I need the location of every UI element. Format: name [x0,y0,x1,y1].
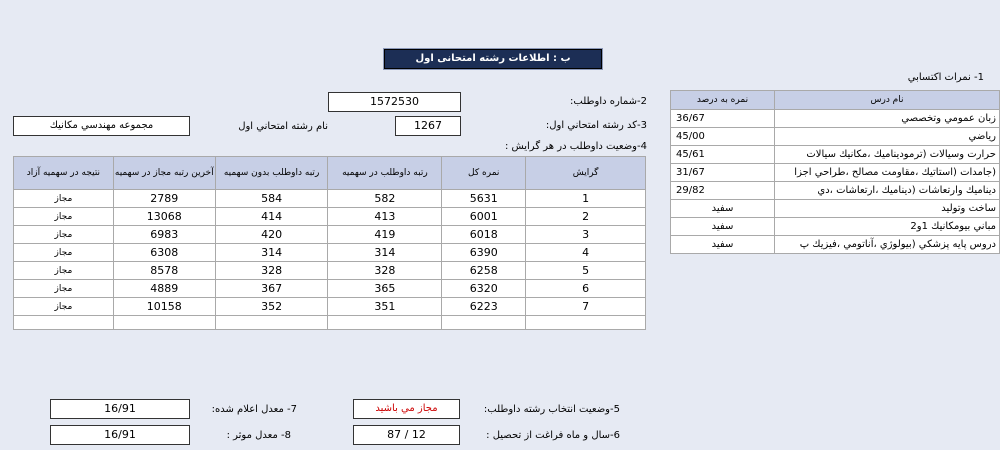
candidate-number-value: 1572530 [328,92,461,112]
grade-score: 36/67 [671,110,775,128]
grade-score: 45/61 [671,146,775,164]
branch-cell: 3 [526,226,646,244]
rank-no-quota-header: رتبه داوطلب بدون سهميه [215,157,328,190]
rank-quota-cell: 413 [328,208,442,226]
rank-no-quota-cell: 414 [215,208,328,226]
course-name-header: نام درس [775,91,1000,110]
rank-quota-cell: 419 [328,226,442,244]
empty-row [14,316,646,330]
exam-code-value: 1267 [395,116,461,136]
rank-result-cell: مجاز [14,208,114,226]
effective-gpa-label: 8- معدل موثر : [226,430,291,441]
total-score-cell: 6001 [442,208,526,226]
grade-row [671,110,1000,128]
last-rank-cell: 2789 [113,190,215,208]
grade-row [671,128,1000,146]
selection-status-label: 5-وضعيت انتخاب رشته داوطلب: [483,404,620,415]
grade-course-name: ديناميك وارتعاشات (ديناميك ،ارتعاشات ،دي [775,182,1000,200]
rank-row [14,244,646,262]
grade-score: 31/67 [671,164,775,182]
last-rank-cell: 8578 [113,262,215,280]
rank-no-quota-cell: 584 [215,190,328,208]
rank-result-cell: مجاز [14,262,114,280]
last-rank-cell: 10158 [113,298,215,316]
announced-gpa-label: 7- معدل اعلام شده: [211,404,297,415]
rank-quota-cell: 582 [328,190,442,208]
rank-row [14,298,646,316]
branch-cell: 4 [526,244,646,262]
rank-row [14,226,646,244]
branch-cell: 6 [526,280,646,298]
grade-score: سفيد [671,236,775,254]
grade-course-name: مباني بيومكانيك 1و2 [775,218,1000,236]
last-rank-cell: 6983 [113,226,215,244]
exam-code-label: 3-كد رشته امتحاني اول: [545,120,647,131]
effective-gpa-value: 16/91 [50,425,190,445]
section-title: ب : اطلاعات رشته امتحانی اول [384,49,602,69]
total-score-cell: 6018 [442,226,526,244]
last-rank-cell: 13068 [113,208,215,226]
grade-score: 45/00 [671,128,775,146]
grades-header-row [671,91,1000,110]
branch-cell: 5 [526,262,646,280]
rank-quota-cell: 351 [328,298,442,316]
total-score-cell: 6390 [442,244,526,262]
grade-course-name: حرارت وسيالات (ترموديناميك ،مكانيك سيالات [775,146,1000,164]
branch-cell: 7 [526,298,646,316]
grade-row [671,236,1000,254]
grade-course-name: رياضي [775,128,1000,146]
grade-course-name: (جامدات (استاتيك ،مقاومت مصالح ،طراحي اجزا [775,164,1000,182]
rank-no-quota-cell: 420 [215,226,328,244]
graduation-label: 6-سال و ماه فراغت از تحصيل : [486,430,620,441]
selection-status-value: مجاز مي باشيد [353,399,460,419]
exam-name-value: مجموعه مهندسي مكانيك [13,116,190,136]
ranks-header-row [14,157,646,190]
rank-result-cell: مجاز [14,190,114,208]
branch-cell: 2 [526,208,646,226]
grade-score: سفيد [671,218,775,236]
rank-no-quota-cell: 367 [215,280,328,298]
exam-name-label: نام رشته امتحاني اول [238,121,328,132]
rank-row [14,190,646,208]
ranks-table [13,156,646,330]
total-score-cell: 6258 [442,262,526,280]
total-score-header: نمره كل [442,157,526,190]
announced-gpa-value: 16/91 [50,399,190,419]
rank-quota-cell: 365 [328,280,442,298]
rank-row [14,208,646,226]
rank-result-cell: مجاز [14,244,114,262]
graduation-value: 87 / 12 [353,425,460,445]
ranks-section-label: 4-وضعيت داوطلب در هر گرايش : [504,141,647,152]
rank-row [14,262,646,280]
rank-no-quota-cell: 314 [215,244,328,262]
grade-row [671,218,1000,236]
rank-result-cell: مجاز [14,298,114,316]
total-score-cell: 6320 [442,280,526,298]
grades-section-label: 1- نمرات اكتسابي [907,72,984,83]
last-rank-cell: 4889 [113,280,215,298]
last-rank-cell: 6308 [113,244,215,262]
candidate-number-label: 2-شماره داوطلب: [570,96,647,107]
grade-score: 29/82 [671,182,775,200]
rank-quota-cell: 328 [328,262,442,280]
rank-quota-header: رتبه داوطلب در سهميه [328,157,442,190]
grade-course-name: زبان عمومي وتخصصي [775,110,1000,128]
last-rank-header: آخرين رتبه مجاز در سهميه [113,157,215,190]
grade-course-name: دروس پايه پزشكي (بيولوژي ،آناتومي ،فيزيك پ [775,236,1000,254]
grade-row [671,182,1000,200]
grade-row [671,200,1000,218]
total-score-cell: 6223 [442,298,526,316]
rank-quota-cell: 314 [328,244,442,262]
rank-result-cell: مجاز [14,226,114,244]
branch-header: گرايش [526,157,646,190]
result-header: نتيجه در سهميه آزاد [14,157,114,190]
score-header: نمره به درصد [671,91,775,110]
rank-no-quota-cell: 352 [215,298,328,316]
rank-no-quota-cell: 328 [215,262,328,280]
grade-course-name: ساخت وتوليد [775,200,1000,218]
grade-row [671,146,1000,164]
branch-cell: 1 [526,190,646,208]
rank-result-cell: مجاز [14,280,114,298]
grade-row [671,164,1000,182]
grades-table [670,90,1000,254]
grade-score: سفيد [671,200,775,218]
rank-row [14,280,646,298]
total-score-cell: 5631 [442,190,526,208]
